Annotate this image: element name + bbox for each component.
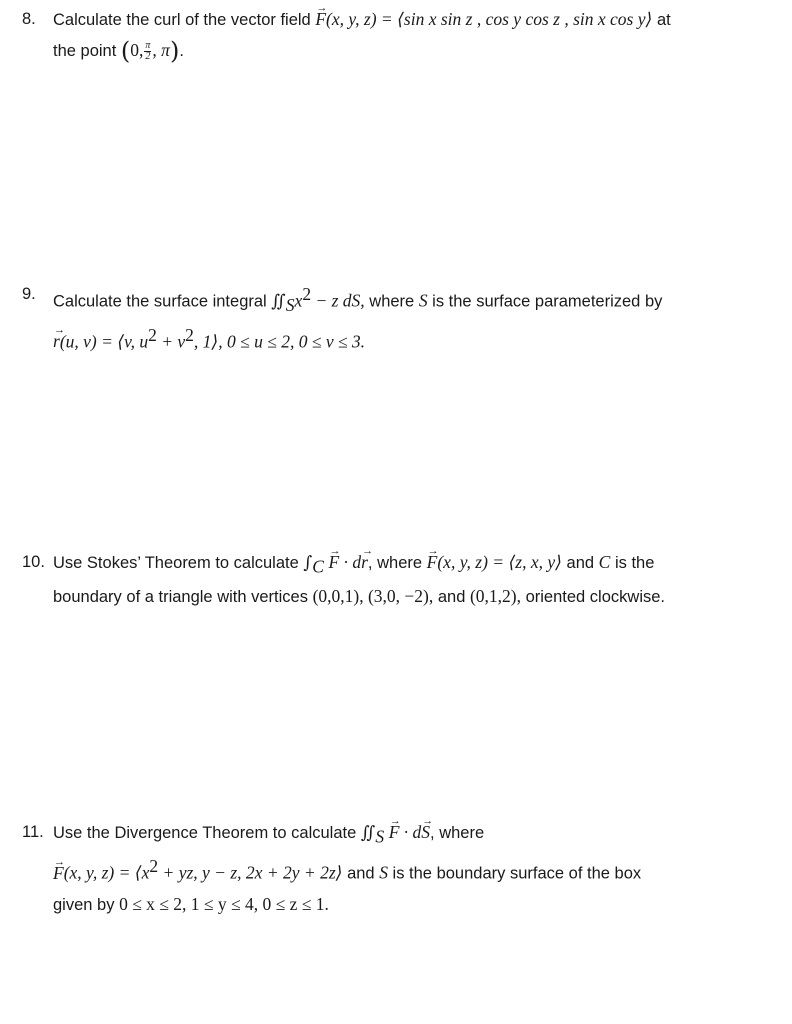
dot-d: · d: [339, 552, 362, 572]
problem-10: [22, 547, 772, 612]
dot-d: · d: [399, 822, 422, 842]
vector-r-symbol: → r: [53, 326, 60, 356]
right-paren: ): [169, 37, 180, 65]
problem-text: the point: [53, 42, 117, 60]
problem-text: and: [566, 554, 595, 572]
problem-line-2: [22, 851, 772, 889]
field-expression: (x, y, z) = ⟨z, x, y⟩: [437, 552, 562, 572]
exponent: 2: [149, 856, 159, 877]
vector-F-symbol: → F: [329, 547, 340, 577]
problem-text: is the surface parameterized by: [432, 292, 663, 311]
problem-text: where: [377, 554, 423, 572]
problem-text: and: [437, 588, 466, 607]
left-paren: (: [120, 37, 131, 65]
double-integral-symbol: ∬: [360, 823, 376, 843]
vector-F-symbol: → F: [53, 858, 64, 888]
var-C: C: [598, 552, 611, 572]
problem-text: oriented clockwise.: [525, 588, 665, 607]
problem-text: Use Stokes’ Theorem to calculate: [53, 554, 299, 572]
problem-text: is the boundary surface of the box: [392, 864, 642, 883]
problem-text: Use the Divergence Theorem to calculate: [53, 824, 357, 842]
problem-line-1: [22, 817, 772, 851]
exponent: 2: [185, 324, 194, 345]
problem-9: [22, 279, 772, 357]
double-integral-symbol: ∬: [271, 291, 286, 312]
problem-text: at: [656, 11, 671, 29]
problem-line-3: [22, 889, 772, 920]
param-mid: + v: [156, 331, 186, 352]
vertices: (0,0,1), (3,0, −2),: [312, 586, 434, 607]
problem-line-2: [22, 581, 772, 612]
exponent: 2: [302, 284, 312, 304]
problem-number: 10.: [22, 553, 45, 571]
problem-text: where: [369, 292, 415, 311]
period: .: [179, 42, 184, 60]
problem-11: [22, 817, 772, 920]
problem-line-2: [22, 35, 772, 66]
vector-F-symbol: → F: [427, 547, 438, 577]
problem-text: is the: [614, 554, 655, 572]
var-S: S: [418, 290, 428, 311]
problem-text: boundary of a triangle with vertices: [53, 588, 308, 607]
problem-line-1: [22, 279, 772, 320]
integrand-rest: − z dS,: [311, 290, 365, 311]
point-x: 0,: [130, 40, 144, 60]
vertex-3: (0,1,2),: [469, 586, 521, 607]
integral-subscript: S: [375, 826, 385, 847]
param-end: , 1⟩, 0 ≤ u ≤ 2, 0 ≤ v ≤ 3.: [193, 331, 366, 352]
integral-subscript: C: [312, 556, 324, 577]
field-expression: (x, y, z) = ⟨x: [63, 862, 150, 883]
problem-line-1: [22, 547, 772, 581]
vector-S-symbol: → S: [421, 817, 430, 847]
vector-r-symbol: → r: [361, 547, 368, 577]
problem-8: [22, 4, 772, 66]
integral-symbol: ∫: [303, 553, 313, 573]
vector-F-symbol: → F: [315, 4, 326, 34]
problem-line-2: [22, 320, 772, 358]
comma: ,: [367, 554, 373, 572]
var-S: S: [379, 862, 388, 883]
problem-text: given by: [53, 895, 115, 914]
problem-number: 8.: [22, 10, 36, 28]
field-expression-rest: + yz, y − z, 2x + 2y + 2z⟩: [158, 862, 343, 883]
problem-text: and: [347, 864, 375, 883]
problem-number: 11.: [22, 823, 44, 841]
field-expression: (x, y, z) = ⟨sin x sin z , cos y cos z , sin x cos y⟩: [326, 9, 653, 29]
problem-text: Calculate the curl of the vector field: [53, 11, 311, 29]
fraction-pi-over-2: $\frac{\pi}{2}$: [145, 40, 151, 63]
param-expression: (u, v) = ⟨v, u: [59, 331, 149, 352]
integral-subscript: S: [285, 294, 295, 315]
vector-F-symbol: → F: [389, 817, 400, 847]
point-z: , π: [152, 40, 170, 60]
problem-text: , where: [430, 824, 485, 842]
problem-line-1: [22, 4, 772, 35]
bounds: 0 ≤ x ≤ 2, 1 ≤ y ≤ 4, 0 ≤ z ≤ 1.: [119, 893, 329, 914]
problem-text: Calculate the surface integral: [53, 292, 267, 311]
integrand: x: [294, 290, 303, 311]
exponent: 2: [148, 324, 157, 345]
problem-number: 9.: [22, 285, 36, 303]
